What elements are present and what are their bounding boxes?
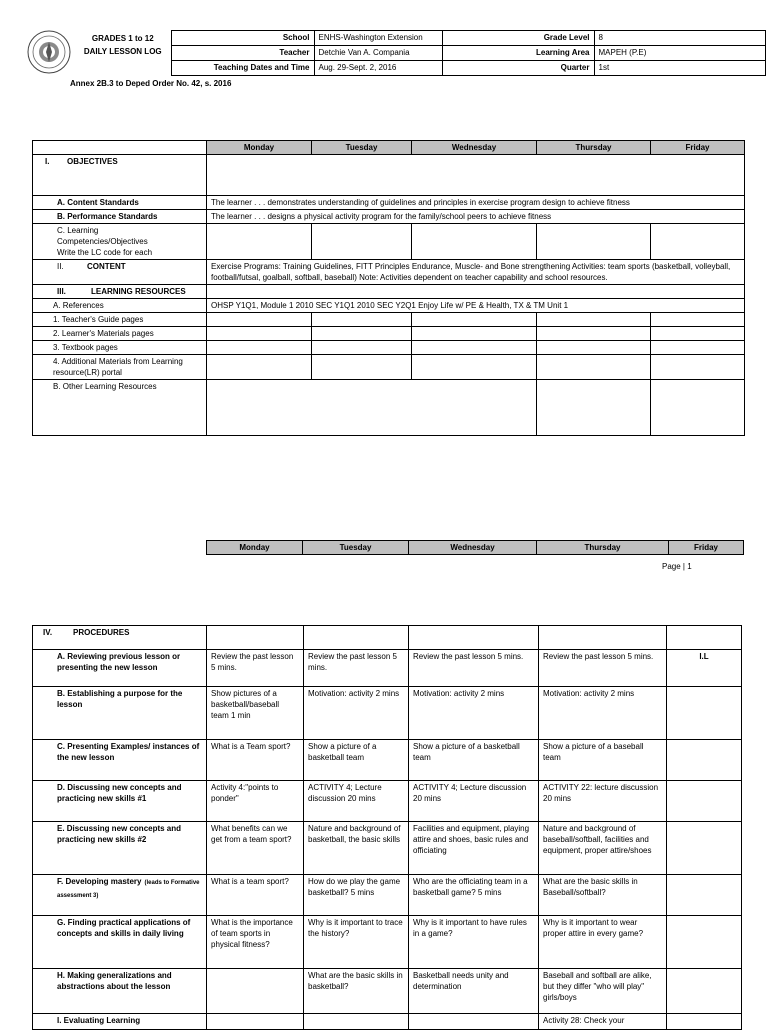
procedure-cell-wed bbox=[409, 1014, 539, 1030]
day-header-strip bbox=[206, 540, 744, 555]
references-label: A. References bbox=[33, 299, 207, 313]
procedure-cell-fri bbox=[667, 969, 742, 1014]
content-heading: II. CONTENT bbox=[33, 260, 207, 285]
day-header: Friday bbox=[651, 141, 745, 155]
procedure-label: H. Making generalizations and abstractions about the lesson bbox=[33, 969, 207, 1014]
procedure-label: G. Finding practical applications of concepts and skills in daily living bbox=[33, 916, 207, 969]
procedure-row bbox=[33, 822, 742, 875]
procedure-cell-mon: Review the past lesson 5 mins. bbox=[207, 650, 304, 687]
procedure-row bbox=[33, 1014, 742, 1030]
page-number: Page | 1 bbox=[662, 562, 692, 571]
teacher-label: Teacher bbox=[171, 46, 314, 61]
day-header: Wednesday bbox=[409, 541, 537, 555]
school-value: ENHS-Washington Extension bbox=[314, 31, 442, 46]
title-grades: GRADES 1 to 12 bbox=[91, 33, 154, 43]
day-header: Friday bbox=[669, 541, 744, 555]
textbook-pages-label: 3. Textbook pages bbox=[33, 341, 207, 355]
procedure-row bbox=[33, 650, 742, 687]
procedure-cell-mon: What benefits can we get from a team sport? bbox=[207, 822, 304, 875]
grade-value: 8 bbox=[594, 31, 765, 46]
references-value: OHSP Y1Q1, Module 1 2010 SEC Y1Q1 2010 SEC Y2Q1 Enjoy Life w/ PE & Health, TX & TM Unit 1 bbox=[207, 299, 745, 313]
dates-value: Aug. 29-Sept. 2, 2016 bbox=[314, 61, 442, 76]
procedures-table bbox=[32, 625, 742, 1030]
procedure-cell-thu: Why is it important to wear proper attire in every game? bbox=[539, 916, 667, 969]
procedure-cell-wed: ACTIVITY 4; Lecture discussion 20 mins bbox=[409, 781, 539, 822]
day-header: Monday bbox=[207, 141, 312, 155]
procedure-cell-tue: ACTIVITY 4; Lecture discussion 20 mins bbox=[304, 781, 409, 822]
procedure-cell-tue: Motivation: activity 2 mins bbox=[304, 687, 409, 740]
performance-standards-value: The learner . . . designs a physical activity program for the family/school peers to achieve fitness bbox=[207, 210, 745, 224]
procedure-cell-wed: Facilities and equipment, playing attire and shoes, basic rules and officiating bbox=[409, 822, 539, 875]
learning-resources-heading: III. LEARNING RESOURCES bbox=[33, 285, 207, 299]
procedure-cell-tue: Show a picture of a basketball team bbox=[304, 740, 409, 781]
day-header: Thursday bbox=[537, 141, 651, 155]
procedure-label: F. Developing mastery (leads to Formative assessment 3) bbox=[33, 875, 207, 916]
procedure-cell-fri bbox=[667, 1014, 742, 1030]
quarter-label: Quarter bbox=[442, 61, 594, 76]
procedure-cell-thu: ACTIVITY 22: lecture discussion 20 mins bbox=[539, 781, 667, 822]
day-header: Tuesday bbox=[312, 141, 412, 155]
procedure-cell-thu: Baseball and softball are alike, but they differ "who will play" girls/boys bbox=[539, 969, 667, 1014]
teachers-guide-label: 1. Teacher's Guide pages bbox=[33, 313, 207, 327]
content-standards-label: A. Content Standards bbox=[33, 196, 207, 210]
procedure-cell-fri: I.L bbox=[667, 650, 742, 687]
procedure-label: D. Discussing new concepts and practicing new skills #1 bbox=[33, 781, 207, 822]
competencies-label: C. Learning Competencies/Objectives Write the LC code for each bbox=[33, 224, 207, 260]
procedure-cell-wed: Why is it important to have rules in a game? bbox=[409, 916, 539, 969]
quarter-value: 1st bbox=[594, 61, 765, 76]
procedure-cell-thu: Show a picture of a baseball team bbox=[539, 740, 667, 781]
school-label: School bbox=[171, 31, 314, 46]
procedure-cell-tue: Why is it important to trace the history? bbox=[304, 916, 409, 969]
procedure-cell-mon: Activity 4:"points to ponder" bbox=[207, 781, 304, 822]
procedures-heading: IV. PROCEDURES bbox=[33, 626, 207, 650]
procedure-label: B. Establishing a purpose for the lesson bbox=[33, 687, 207, 740]
procedure-cell-wed: Review the past lesson 5 mins. bbox=[409, 650, 539, 687]
performance-standards-label: B. Performance Standards bbox=[33, 210, 207, 224]
procedure-label: I. Evaluating Learning bbox=[33, 1014, 207, 1030]
dates-label: Teaching Dates and Time bbox=[171, 61, 314, 76]
title-cell bbox=[75, 31, 171, 61]
procedure-cell-fri bbox=[667, 916, 742, 969]
procedure-label: A. Reviewing previous lesson or presenting the new lesson bbox=[33, 650, 207, 687]
procedure-cell-tue: How do we play the game basketball? 5 mins bbox=[304, 875, 409, 916]
teacher-value: Detchie Van A. Compania bbox=[314, 46, 442, 61]
procedure-cell-tue: Review the past lesson 5 mins. bbox=[304, 650, 409, 687]
procedure-cell-mon: Show pictures of a basketball/baseball team 1 min bbox=[207, 687, 304, 740]
day-header: Monday bbox=[207, 541, 303, 555]
content-value: Exercise Programs: Training Guidelines, FITT Principles Endurance, Muscle- and Bone strengthening Activities: team sports (basketball, volleyball, football/futsal, goalball, softball, baseball) Note: Activities dependent on teacher capability and school resources. bbox=[207, 260, 745, 285]
procedure-cell-thu: Review the past lesson 5 mins. bbox=[539, 650, 667, 687]
day-header: Wednesday bbox=[412, 141, 537, 155]
procedure-cell-thu: What are the basic skills in Baseball/softball? bbox=[539, 875, 667, 916]
procedure-cell-mon bbox=[207, 969, 304, 1014]
procedure-row bbox=[33, 969, 742, 1014]
procedure-cell-wed: Basketball needs unity and determination bbox=[409, 969, 539, 1014]
area-label: Learning Area bbox=[442, 46, 594, 61]
learners-materials-label: 2. Learner's Materials pages bbox=[33, 327, 207, 341]
procedure-cell-fri bbox=[667, 781, 742, 822]
procedure-cell-tue: What are the basic skills in basketball? bbox=[304, 969, 409, 1014]
area-value: MAPEH (P.E) bbox=[594, 46, 765, 61]
procedure-cell-wed: Motivation: activity 2 mins bbox=[409, 687, 539, 740]
procedure-cell-fri bbox=[667, 822, 742, 875]
objectives-table bbox=[32, 140, 745, 436]
procedure-cell-thu: Motivation: activity 2 mins bbox=[539, 687, 667, 740]
other-resources-label: B. Other Learning Resources bbox=[33, 380, 207, 436]
procedure-cell-tue: Nature and background of basketball, the basic skills bbox=[304, 822, 409, 875]
annex-note: Annex 2B.3 to Deped Order No. 42, s. 2016 bbox=[70, 79, 232, 88]
procedure-row bbox=[33, 740, 742, 781]
procedure-cell-mon: What is a team sport? bbox=[207, 875, 304, 916]
procedure-cell-tue bbox=[304, 1014, 409, 1030]
header-table bbox=[75, 30, 766, 76]
procedure-row bbox=[33, 875, 742, 916]
additional-materials-label: 4. Additional Materials from Learning resource(LR) portal bbox=[33, 355, 207, 380]
grade-label: Grade Level bbox=[442, 31, 594, 46]
procedure-cell-fri bbox=[667, 740, 742, 781]
procedure-cell-wed: Who are the officiating team in a basketball game? 5 mins bbox=[409, 875, 539, 916]
procedure-cell-fri bbox=[667, 875, 742, 916]
content-standards-value: The learner . . . demonstrates understanding of guidelines and principles in exercise program design to achieve fitness bbox=[207, 196, 745, 210]
procedure-label: E. Discussing new concepts and practicing new skills #2 bbox=[33, 822, 207, 875]
procedure-row bbox=[33, 781, 742, 822]
day-header: Thursday bbox=[537, 541, 669, 555]
procedure-row bbox=[33, 687, 742, 740]
procedure-row bbox=[33, 916, 742, 969]
title-dll: DAILY LESSON LOG bbox=[83, 46, 162, 56]
procedure-cell-thu: Activity 28: Check your bbox=[539, 1014, 667, 1030]
objectives-heading: I. OBJECTIVES bbox=[33, 155, 207, 196]
procedure-cell-mon: What is a Team sport? bbox=[207, 740, 304, 781]
procedure-cell-mon bbox=[207, 1014, 304, 1030]
day-header: Tuesday bbox=[303, 541, 409, 555]
procedure-cell-fri bbox=[667, 687, 742, 740]
procedure-cell-wed: Show a picture of a basketball team bbox=[409, 740, 539, 781]
procedure-cell-mon: What is the importance of team sports in physical fitness? bbox=[207, 916, 304, 969]
procedure-cell-thu: Nature and background of baseball/softball, facilities and equipment, proper attire/shoes bbox=[539, 822, 667, 875]
procedure-label: C. Presenting Examples/ instances of the new lesson bbox=[33, 740, 207, 781]
deped-seal-logo bbox=[27, 30, 71, 74]
